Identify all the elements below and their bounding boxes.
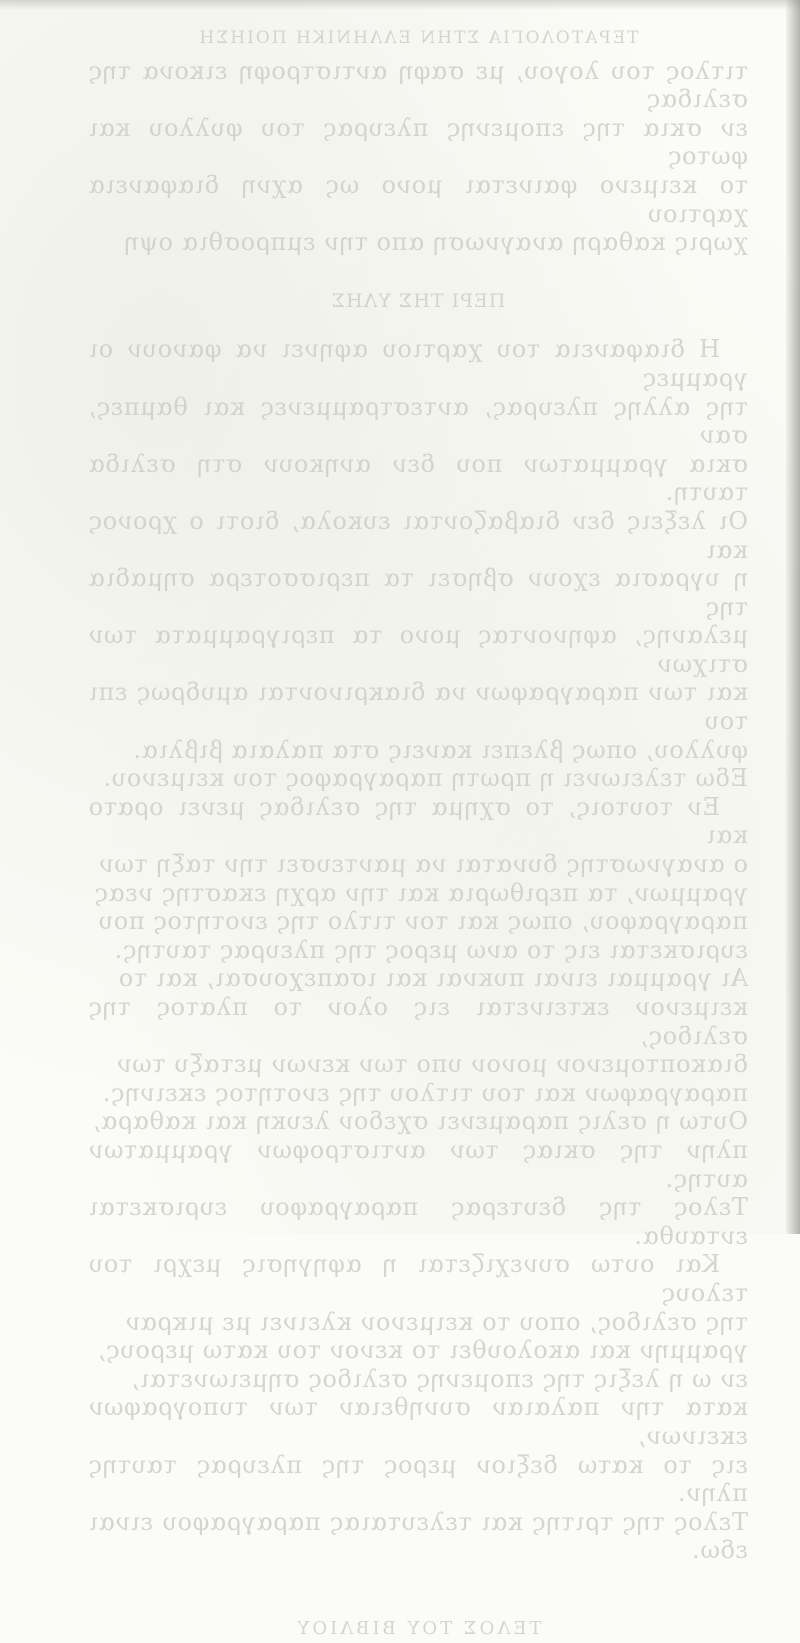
text-line: Ουτω η σελις παραμενει σχεδον λευκη και καθαρα, <box>92 1107 748 1136</box>
text-line: διακοπτομενον μονον υπο των κενων μεταξυ των <box>116 1050 748 1079</box>
text-line: χωρις καθαρη αναγνωση απο την εμπροσθια οψη <box>123 228 748 257</box>
text-line: παραγραφου, οπως και τον τιτλο της ενοτητος που <box>97 907 748 936</box>
page-binding-shadow <box>786 0 800 1234</box>
text-line: ευρισκεται εις το ανω μερος της πλευρας ταυτης. <box>114 935 748 964</box>
text-line: Τελος της δευτερας παραγραφου ευρισκεται ενταυθα. <box>88 1193 748 1250</box>
text-line: πλην της σκιας των αντιστροφων γραμματων αυτης. <box>88 1135 748 1193</box>
text-line: Εδω τελειωνει η πρωτη παραγραφος του κειμενου. <box>102 764 748 793</box>
text-line: μελανης, αφηνοντας μονο τα περιγραμματα των στιχων <box>88 621 748 678</box>
text-line: εις το κατω δεξιον μερος της πλευρας ταυτης πλην. <box>88 1450 748 1508</box>
text-line: το κειμενο φαινεται μονο ως αχνη διαφανεια χαρτιου <box>88 170 748 228</box>
text-line: και των παραγραφων να διακρινονται αμυδρως επι του <box>88 678 748 736</box>
text-line: Αι γραμμαι ειναι πυκναι και ισαπεχουσαι, και το <box>118 964 748 993</box>
running-head: ΤΕΡΑΤΟΛΟΓΙΑ ΣΤΗΝ ΕΛΛΗΝΙΚΗ ΠΟΙΗΣΗ <box>197 28 639 48</box>
text-line: Τελος της τριτης και τελευταιας παραγραφου ειναι εδω. <box>88 1507 748 1565</box>
text-line: της σελιδος, οπου το κειμενον κλεινει με μικραν <box>124 1307 748 1336</box>
page-top-shadow <box>0 0 800 10</box>
paragraph-3 <box>88 1250 748 1565</box>
text-line: η υγρασια εχουν σβησει τα περισσοτερα σημαδια της <box>88 564 748 621</box>
text-line: Εν τουτοις, το σχημα της σελιδας μενει ορατο και <box>88 792 748 850</box>
text-line: παραγραφων και του τιτλου της ενοτητος εκεινης. <box>102 1078 748 1107</box>
text-line: της αλλης πλευρας, αντεστραμμενες και θαμπες, σαν <box>88 392 748 450</box>
intro-block <box>88 57 748 257</box>
text-line: τιτλος του λογου, με σαφη αντιστροφη εικονα της σελιδας <box>88 56 748 114</box>
show-through-text <box>88 24 748 1643</box>
section-title: ΠΕΡΙ ΤΗΣ ΥΛΗΣ <box>330 289 506 312</box>
text-line: Και ουτω συνεχιζεται η αφηγησις μεχρι του τελους <box>88 1250 748 1307</box>
text-line: φυλλου, οπως βλεπει κανεις στα παλαια βιβλια. <box>132 735 748 764</box>
text-line: κειμενον εκτεινεται εις ολον το πλατος της σελιδος, <box>88 993 748 1050</box>
text-line: ο αναγνωστης δυναται να μαντευσει την ταξη των <box>98 850 748 879</box>
paragraph-1 <box>88 335 748 793</box>
end-line: ΤΕΛΟΣ ΤΟΥ ΒΙΒΛΙΟΥ <box>294 1617 542 1639</box>
text-line: γραμμων, τα περιθωρια και την αρχη εκαστης νεας <box>93 878 748 907</box>
text-line: Οι λεξεις δεν διαβαζονται ευκολα, διοτι ο χρονος και <box>88 506 748 564</box>
text-line: σκια γραμματων που δεν ανηκουν στη σελιδα ταυτη. <box>88 449 748 507</box>
text-line: Η διαφανεια του χαρτιου αφηνει να φανουν οι γραμμες <box>88 335 748 392</box>
text-line: εν ω η λεξις της επομενης σελιδος σημειωνεται, <box>131 1364 748 1393</box>
text-line: εν σκια της επομενης πλευρας του φυλλου και φωτος <box>88 113 748 171</box>
text-line: κατα την παλαιαν συνηθειαν των τυπογραφων εκεινων, <box>88 1393 748 1450</box>
text-line: γραμμην και ακολουθει το κενον του κατω μερους, <box>97 1336 748 1365</box>
paragraph-2 <box>88 793 748 1251</box>
